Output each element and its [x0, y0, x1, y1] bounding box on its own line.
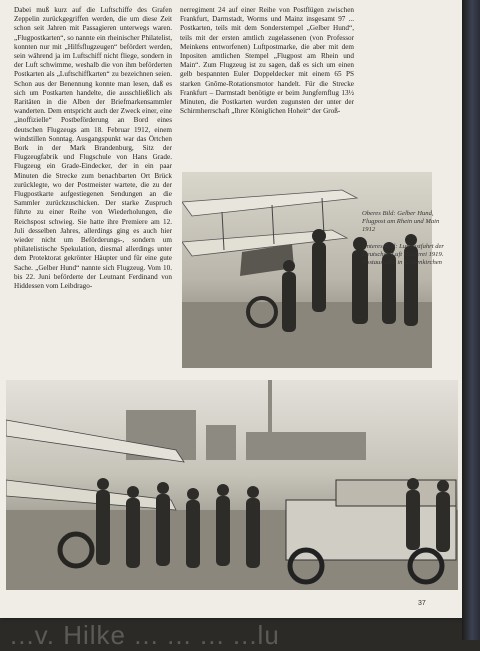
caption-top-photo: Oberes Bild: Gelber Hund, Flugpost am Rhein und Main 1912: [362, 210, 440, 234]
middle-text-column: nerregiment 24 auf einer Reihe von Postflügen zwischen Frankfurt, Darmstadt, Worms und Mainz insgesamt 97 ... Postkarten, teils mit dem Sonderstempel „Gelber Hund“, teils mit der ersten amtlich zugelassenen (von Professor Meinkens entworfenen) Luftpostmarke, die aber mit dem Inpositen amtlichen Stempel „Flugpost am Rhein und Main“. Zum Flugzeug ist zu sagen, daß es sich um einen gelb bespannten Euler Doppeldecker mit einem 65 PS starken Gnôme-Rotationsmotor handelt. Für die Strecke Frankfurt – Darmstadt benötigte er beim Jungfernflug 13½ Minuten, die Postkarten wurden zugunsten der unter der Schirmherrschaft „Ihrer Königlichen Hoheit“ der Groß-: [180, 6, 354, 116]
photo-airfield-image: [6, 380, 458, 590]
photo-captions: [362, 210, 454, 275]
page-number: 37: [418, 600, 426, 607]
photo-airfield-mail-car: [6, 380, 458, 590]
caption-bottom-photo: Unteres Bild: Luftpostfahrt der Deutschen Luft Reederei 1919. Postauswahl in Gelsenkirchen: [362, 242, 444, 267]
book-spine: [462, 0, 480, 640]
overlay-watermark-text: ...v. Hilke ... ... ... ...lu: [10, 620, 280, 650]
left-text-column: Dabei muß kurz auf die Luftschiffe des Grafen Zeppelin zurückgegriffen werden, die um diese Zeit schon seit Jahren mit Passagieren unterwegs waren. „Flugpostkarten“, so nannte ein rheinischer Philatelist, konnten nur mit „Hilfsflugzeugen“ befördert werden, sein während ja im Luftschiff nicht fliege, sondern in der Luft schwimme, weshalb die von ihm beförderten Postkarten als „Luftschiffkarten“ zu bezeichnen seien. Schon aus der Benennung konnte man lesen, daß es sich um Postkarten handelte, die ausschließlich als Raritäten in die Alben der Briefmarkensammler wanderten. Dem entspricht auch der Zweck einer, eine „inoffizielle“ Postbeförderung an Bord eines deutschen Flugzeugs am 18. Februar 1912, einem windstillen Sonntag. Ausgangspunkt war das Örtchen Bork in der Mark Brandenburg, Sitz der Flugzeugfabrik und Flugschule von Hans Grade. Flugzeug ein Grade-Eindecker, der in ein paar Minuten die Strecke zum benachbarten Ort Brück zurücklegte, wo der Postmeister wartete, die zu der Flugpostkarte aufgestiegenen Sendungen an die Sammler zurückzuschicken. Der starke Zuspruch führte zu einer Reihe von Wiederholungen, die Reichspost schwieg. Sie hatte ihre Premiere am 12. Juli desselben Jahres, allerdings ging es auch hier wieder nicht um Beförderungs-, sondern um philatelistische Spekulation, diesmal allerdings unter dem Protektorat gekrönter Häupter und für eine gute Sache. „Gelber Hund“ nannte sich Flugzeug. Vom 10. bis 22. Juni beförderte der Leutnant Ferdinand von Hiddessen vom Leibdrago-: [14, 6, 172, 291]
